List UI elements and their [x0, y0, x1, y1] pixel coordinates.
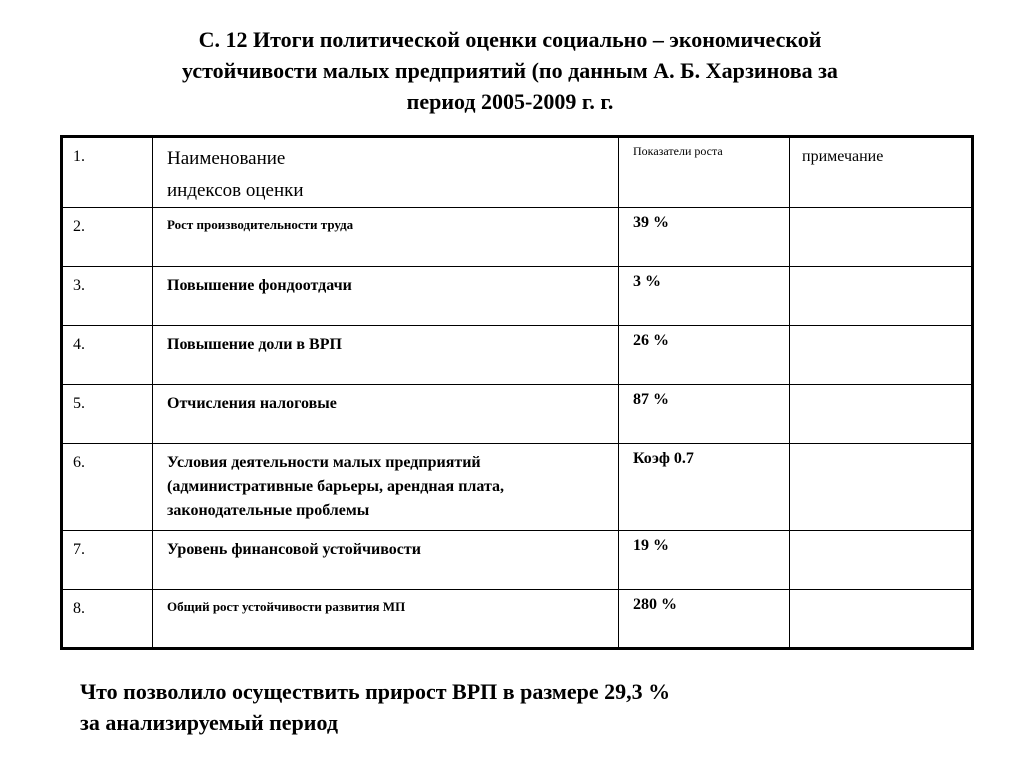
row-name-line-3: законодательные проблемы: [167, 502, 370, 519]
row-note: [790, 444, 973, 531]
row-note: [790, 385, 973, 444]
row-value: 26 %: [619, 326, 790, 385]
row-value: 87 %: [619, 385, 790, 444]
row-num: 5.: [62, 385, 153, 444]
row-value: 280 %: [619, 590, 790, 649]
row-name: Общий рост устойчивости развития МП: [153, 590, 619, 649]
header-num: 1.: [62, 137, 153, 208]
title-line-2: устойчивости малых предприятий (по данным А. Б. Харзинова за: [182, 58, 838, 83]
row-num: 3.: [62, 267, 153, 326]
row-note: [790, 590, 973, 649]
conclusion-line-2: за анализируемый период: [80, 710, 338, 735]
header-name: [153, 137, 619, 208]
row-num: 7.: [62, 531, 153, 590]
row-note: [790, 326, 973, 385]
row-note: [790, 267, 973, 326]
results-table: [60, 135, 974, 650]
header-growth: Показатели роста: [619, 137, 790, 208]
title-line-3: период 2005-2009 г. г.: [406, 89, 614, 114]
table-header-row: [62, 137, 973, 208]
table-row: [62, 267, 973, 326]
row-name-line-2: (административные барьеры, арендная плата,: [167, 478, 505, 495]
table-row: [62, 385, 973, 444]
table-row: [62, 444, 973, 531]
row-value: 39 %: [619, 208, 790, 267]
conclusion-line-1: Что позволило осуществить прирост ВРП в размере 29,3 %: [80, 679, 671, 704]
row-name: [153, 444, 619, 531]
row-value: Коэф 0.7: [619, 444, 790, 531]
row-name: Повышение фондоотдачи: [153, 267, 619, 326]
table-row: [62, 208, 973, 267]
row-num: 4.: [62, 326, 153, 385]
row-num: 6.: [62, 444, 153, 531]
slide-title: [100, 24, 920, 117]
row-note: [790, 531, 973, 590]
row-name: Уровень финансовой устойчивости: [153, 531, 619, 590]
header-name-line-1: Наименование: [167, 148, 286, 169]
row-num: 8.: [62, 590, 153, 649]
row-value: 19 %: [619, 531, 790, 590]
row-name: Рост производительности труда: [153, 208, 619, 267]
row-name: Повышение доли в ВРП: [153, 326, 619, 385]
header-note: примечание: [790, 137, 973, 208]
header-name-line-2: индексов оценки: [167, 180, 304, 201]
table-row: [62, 326, 973, 385]
row-note: [790, 208, 973, 267]
row-name: Отчисления налоговые: [153, 385, 619, 444]
title-line-1: С. 12 Итоги политической оценки социально – экономической: [198, 27, 822, 52]
row-num: 2.: [62, 208, 153, 267]
row-value: 3 %: [619, 267, 790, 326]
table-row: [62, 531, 973, 590]
conclusion-text: [80, 676, 960, 738]
table-row: [62, 590, 973, 649]
row-name-line-1: Условия деятельности малых предприятий: [167, 454, 481, 471]
